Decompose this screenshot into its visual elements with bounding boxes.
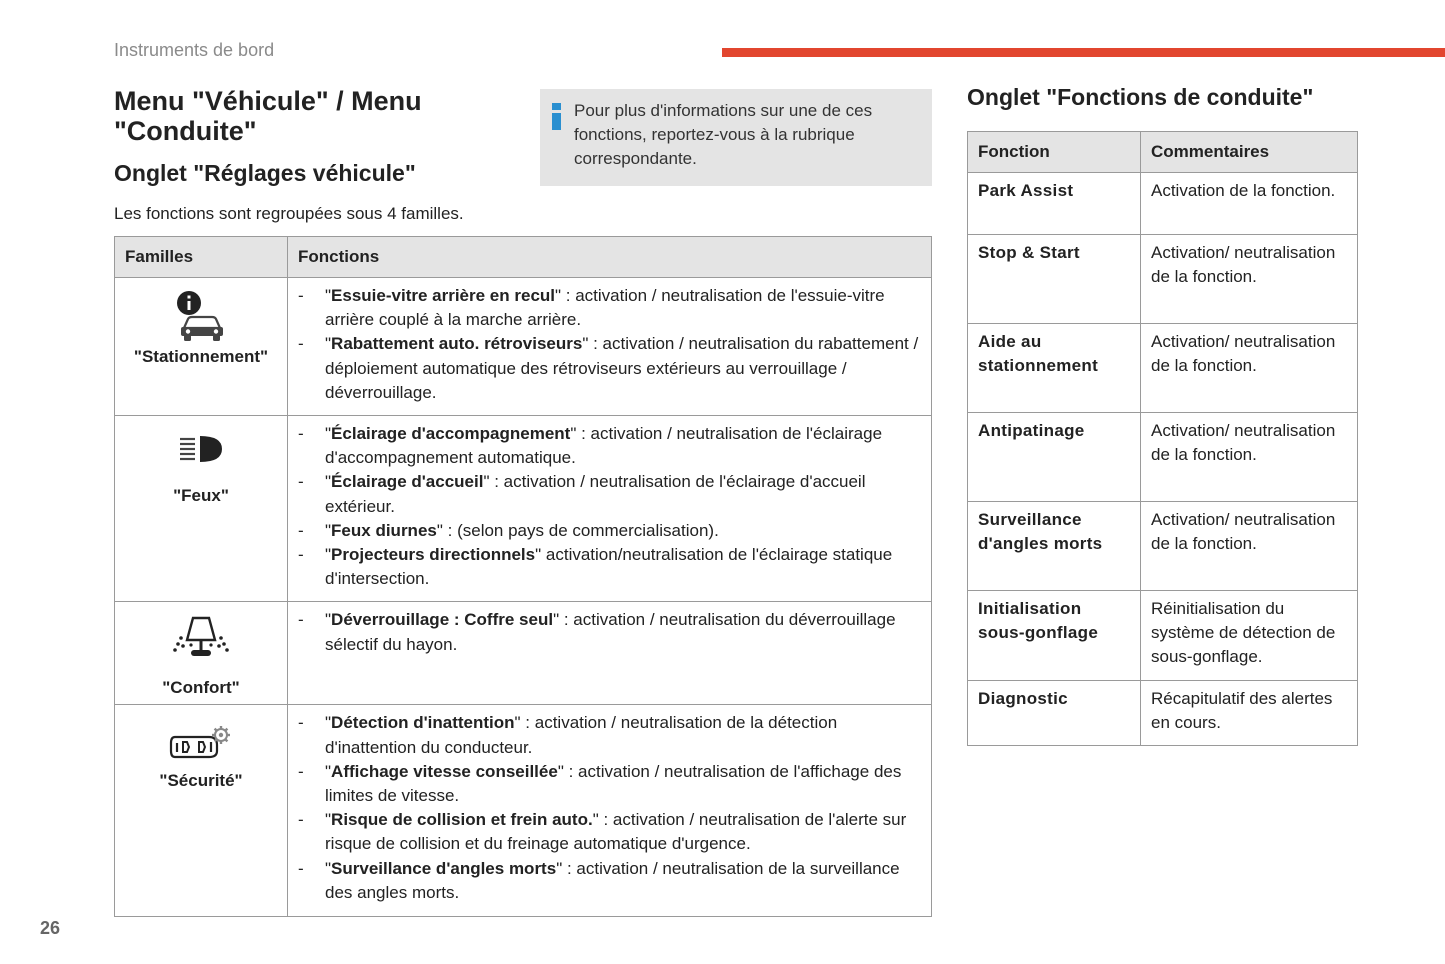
column-header-comments: Commentaires <box>1141 132 1358 173</box>
function-name: Risque de collision et frein auto. <box>331 810 593 830</box>
table-row <box>968 235 1358 324</box>
function-desc: : activation / neutralisation du rabattement / déploiement automatique des rétroviseurs extérieurs au verrouillage / déverrouillage. <box>325 334 919 402</box>
function-item: - "Éclairage d'accompagnement" : activation / neutralisation de l'éclairage d'accompagnement automatique. <box>298 424 883 468</box>
table-row-confort <box>115 602 932 705</box>
info-box <box>540 89 932 186</box>
function-desc: : activation / neutralisation de l'éclairage d'accueil extérieur. <box>325 472 866 516</box>
function-name: Surveillance d'angles morts <box>968 502 1141 591</box>
column-header-functions: Fonctions <box>288 237 932 278</box>
page-title: Menu "Véhicule" / Menu "Conduite" <box>114 86 422 146</box>
left-subtitle: Onglet "Réglages véhicule" <box>114 160 416 186</box>
family-label: "Stationnement" <box>133 347 269 366</box>
table-row-stationnement <box>115 278 932 416</box>
table-row <box>968 502 1358 591</box>
function-comment: Récapitulatif des alertes en cours. <box>1141 680 1358 745</box>
function-item: - "Risque de collision et frein auto." : activation / neutralisation de l'alerte sur risque de collision et du freinage automatique d'urgence. <box>298 810 907 854</box>
function-name: Surveillance d'angles morts <box>331 858 557 878</box>
function-comment: Activation/ neutralisation de la fonction. <box>1141 502 1358 591</box>
table-row <box>968 413 1358 502</box>
function-item: - "Affichage vitesse conseillée" : activation / neutralisation de l'affichage des limites de vitesse. <box>298 761 902 806</box>
function-item: - "Détection d'inattention" : activation / neutralisation de la détection d'inattention du conducteur. <box>298 713 838 757</box>
header-accent-bar <box>722 48 1445 57</box>
function-name: Affichage vitesse conseillée <box>331 761 558 781</box>
column-header-function: Fonction <box>968 132 1141 173</box>
function-desc: : activation / neutralisation de l'alerte sur risque de collision et du freinage automatique d'urgence. <box>325 810 907 854</box>
parking-info-car-icon <box>176 290 226 344</box>
table-row <box>968 173 1358 235</box>
table-row-securite <box>115 705 932 917</box>
function-desc: : activation / neutralisation de la surveillance des angles morts. <box>325 858 900 902</box>
car-settings-icon <box>169 725 233 761</box>
function-name: Initialisation sous-gonflage <box>968 591 1141 681</box>
table-row <box>968 591 1358 681</box>
function-desc: : activation / neutralisation de l'éclairage d'accompagnement automatique. <box>325 424 883 468</box>
interior-lamp-icon <box>171 614 231 662</box>
driving-functions-table <box>967 131 1358 746</box>
function-name: Projecteurs directionnels <box>331 545 536 565</box>
table-row <box>968 324 1358 413</box>
function-desc: : activation / neutralisation de l'affichage des limites de vitesse. <box>325 761 902 806</box>
function-name: Diagnostic <box>968 680 1141 745</box>
function-comment: Activation/ neutralisation de la fonction. <box>1141 324 1358 413</box>
section-header: Instruments de bord <box>114 40 275 60</box>
function-name: Aide au stationnement <box>968 324 1141 413</box>
function-comment: Activation/ neutralisation de la fonction. <box>1141 413 1358 502</box>
function-name: Détection d'inattention <box>331 713 515 733</box>
info-text: Pour plus d'informations sur une de ces fonctions, reportez-vous à la rubrique correspondante. <box>574 101 873 168</box>
function-item: - "Feux diurnes" : (selon pays de commercialisation). <box>298 520 719 540</box>
function-comment: Réinitialisation du système de détection de sous-gonflage. <box>1141 591 1358 681</box>
function-name: Stop & Start <box>968 235 1141 324</box>
function-item: - "Déverrouillage : Coffre seul" : activation / neutralisation du déverrouillage sélectif du hayon. <box>298 610 896 654</box>
family-label: "Confort" <box>162 678 240 698</box>
function-name: Essuie-vitre arrière en recul <box>331 286 556 305</box>
function-name: Park Assist <box>968 173 1141 235</box>
family-label: "Sécurité" <box>159 771 243 791</box>
right-subtitle: Onglet "Fonctions de conduite" <box>967 84 1314 110</box>
function-item: - "Surveillance d'angles morts" : activation / neutralisation de la surveillance des angles morts. <box>298 858 900 902</box>
function-name: Déverrouillage : Coffre seul <box>331 610 554 630</box>
function-desc: activation/neutralisation de l'éclairage statique d'intersection. <box>325 545 893 589</box>
function-name: Antipatinage <box>968 413 1141 502</box>
function-comment: Activation/ neutralisation de la fonction. <box>1141 235 1358 324</box>
headlight-icon <box>178 432 224 466</box>
function-comment: Activation de la fonction. <box>1141 173 1358 235</box>
function-desc: : activation / neutralisation de la détection d'inattention du conducteur. <box>325 713 838 757</box>
function-name: Rabattement auto. rétroviseurs <box>331 334 583 354</box>
family-label: "Feux" <box>173 486 229 506</box>
function-name: Éclairage d'accompagnement <box>331 424 571 444</box>
function-desc: : activation / neutralisation de l'essuie-vitre arrière couplé à la marche arrière. <box>325 286 885 330</box>
function-name: Feux diurnes <box>331 520 437 540</box>
info-icon <box>552 103 562 130</box>
page-number: 26 <box>40 918 61 938</box>
table-row <box>968 680 1358 745</box>
function-item: - "Projecteurs directionnels" activation/neutralisation de l'éclairage statique d'intersection. <box>298 545 893 589</box>
function-name: Éclairage d'accueil <box>331 472 484 492</box>
families-table <box>114 236 932 917</box>
function-item: - "Éclairage d'accueil" : activation / neutralisation de l'éclairage d'accueil extérieur. <box>298 472 866 516</box>
function-item: - "Essuie-vitre arrière en recul" : activation / neutralisation de l'essuie-vitre arrière couplé à la marche arrière. <box>298 286 885 330</box>
function-desc: : (selon pays de commercialisation). <box>442 520 719 540</box>
function-desc: : activation / neutralisation du déverrouillage sélectif du hayon. <box>325 610 896 654</box>
table-row-feux <box>115 416 932 602</box>
function-item: - "Rabattement auto. rétroviseurs" : activation / neutralisation du rabattement / déploiement automatique des rétroviseurs extérieurs au verrouillage / déverrouillage. <box>298 334 919 402</box>
column-header-families: Familles <box>115 237 288 278</box>
intro-text: Les fonctions sont regroupées sous 4 familles. <box>114 204 464 223</box>
